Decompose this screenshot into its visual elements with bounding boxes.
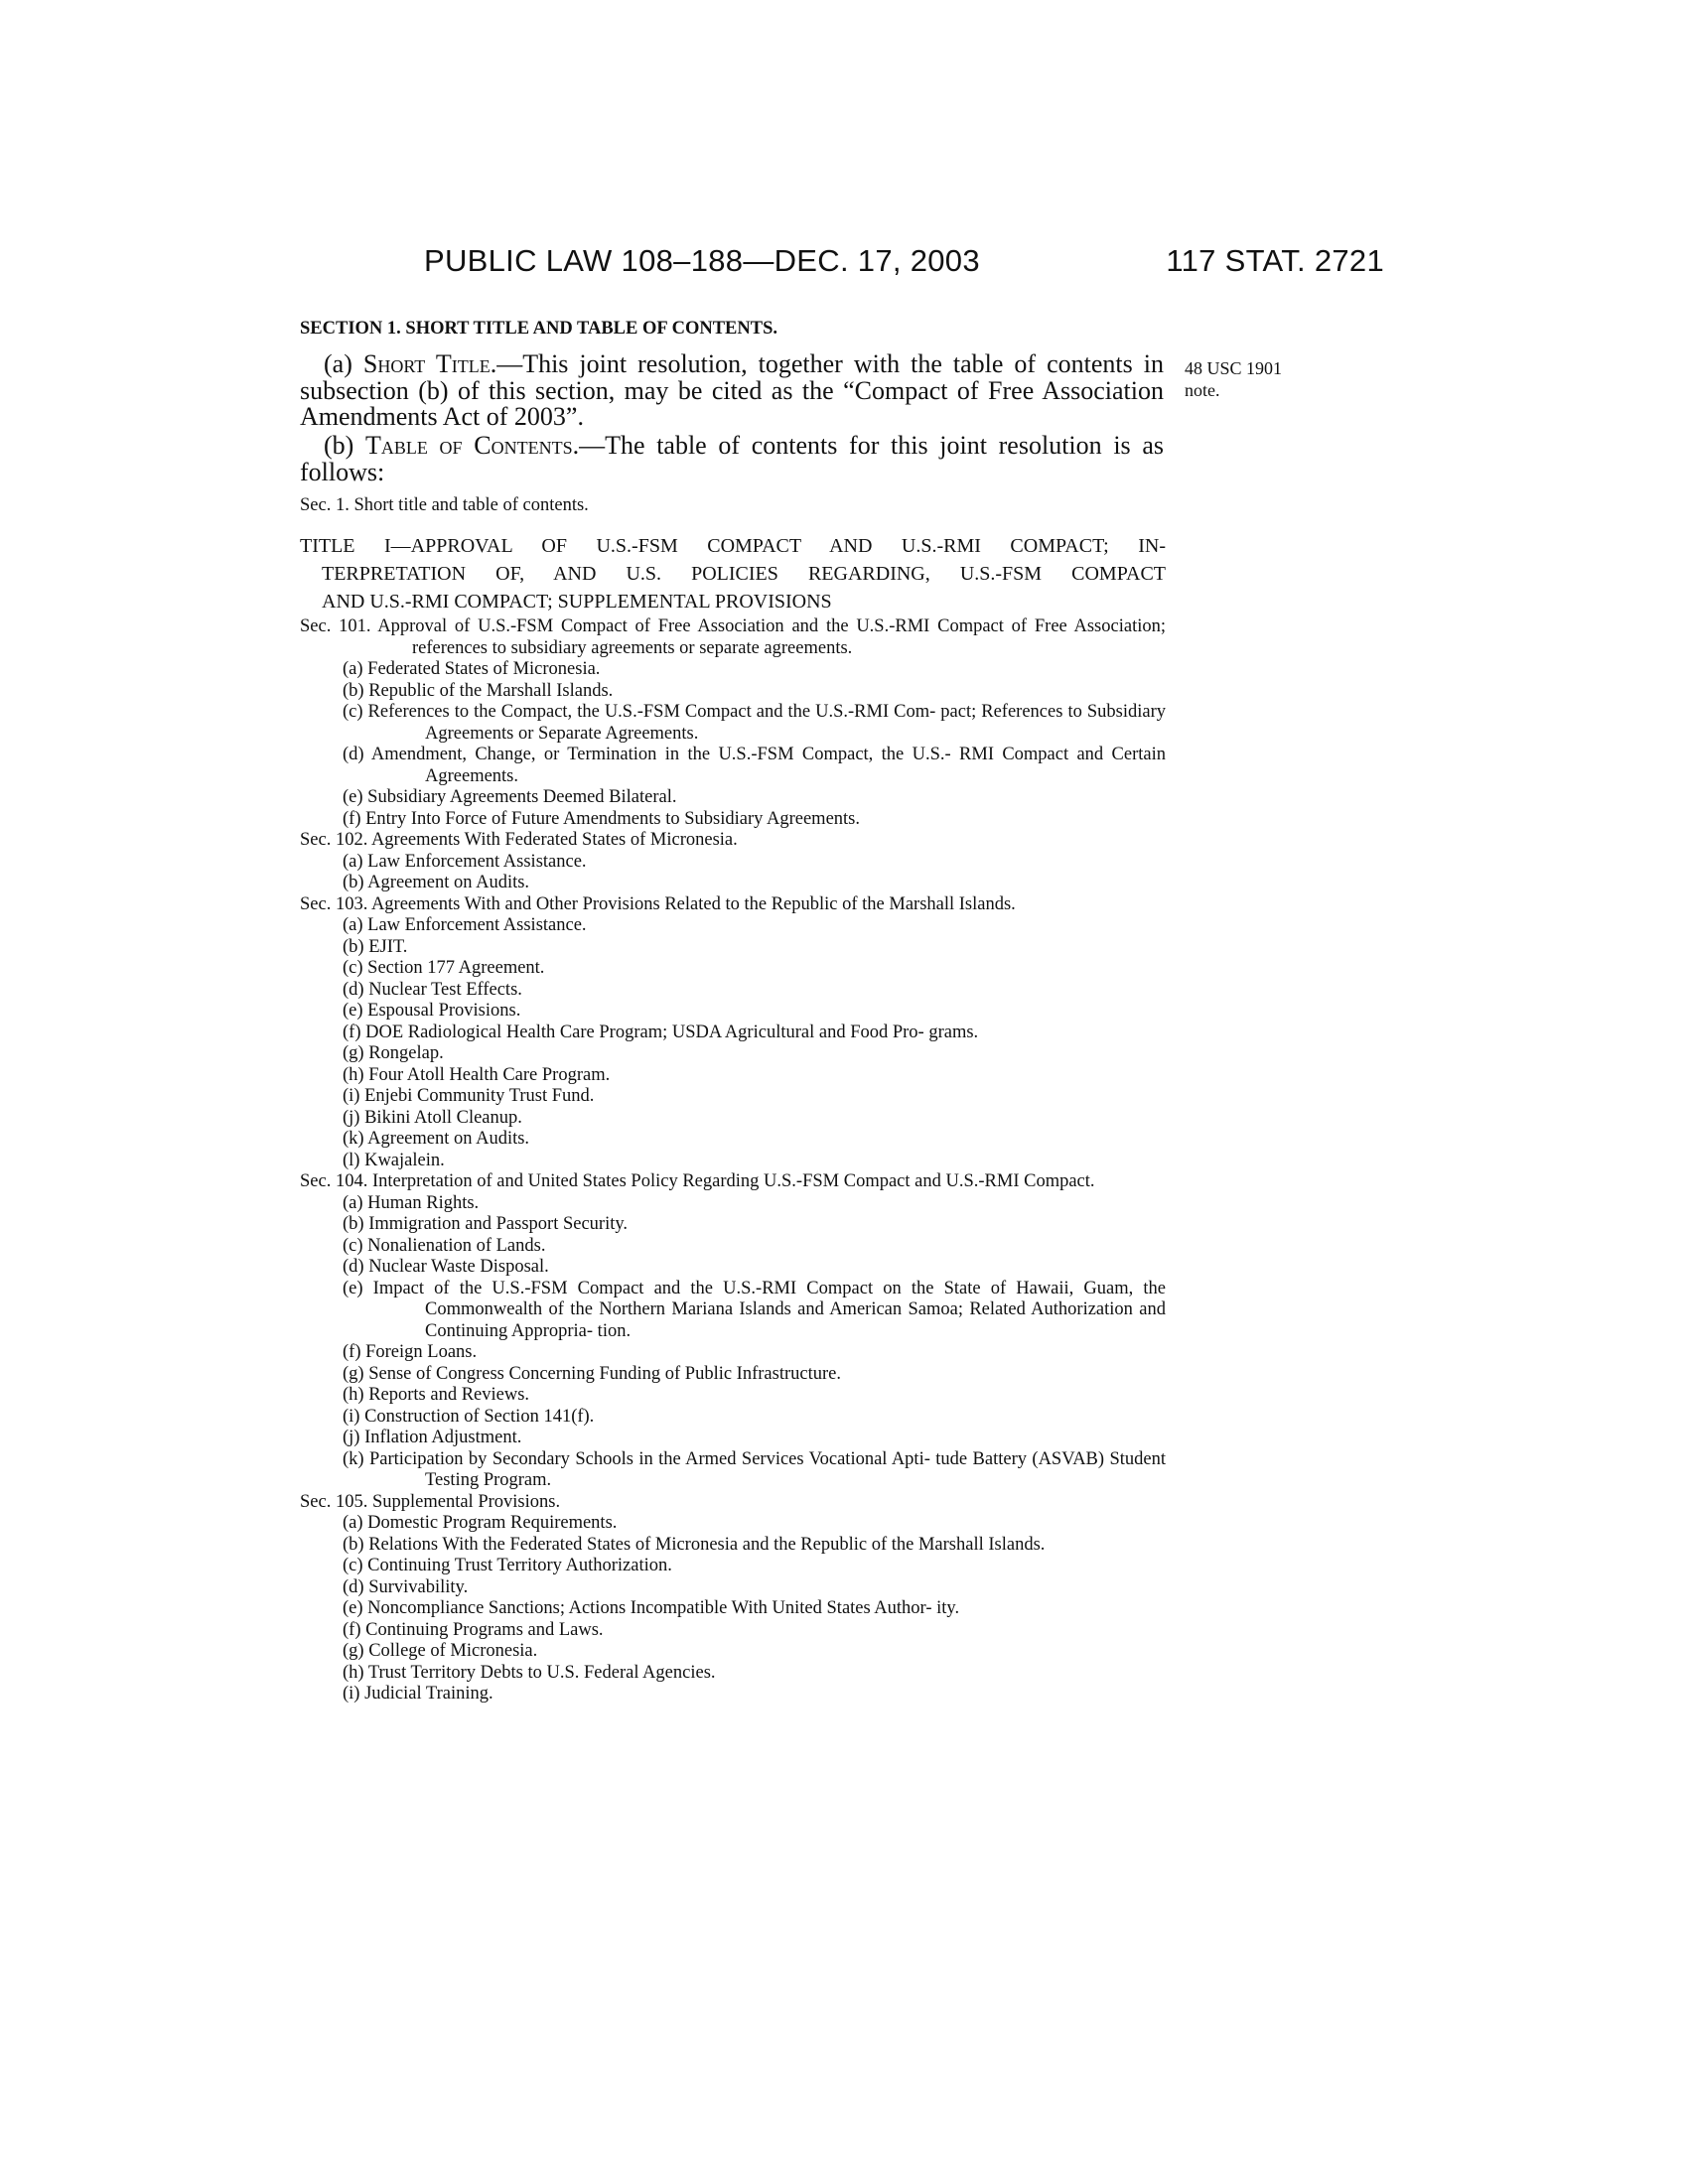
- toc-label: Table of Contents: [365, 431, 573, 460]
- title-i-line3: AND U.S.-RMI COMPACT; SUPPLEMENTAL PROVISIONS: [322, 591, 832, 613]
- short-title-label: Short Title: [362, 349, 491, 378]
- toc-subsection-entry: (c) Nonalienation of Lands.: [343, 1235, 546, 1256]
- table-of-contents-list: [300, 616, 1166, 1706]
- title-i-line1: TITLE I—APPROVAL OF U.S.-FSM COMPACT AND U.S.-RMI COMPACT; IN-: [300, 535, 1166, 557]
- toc-section-entry: Sec. 103. Agreements With and Other Provisions Related to the Republic of the Marshall Islands.: [300, 893, 1016, 914]
- toc-subsection-entry: (b) Agreement on Audits.: [343, 873, 530, 892]
- short-title-label-suffix: .—: [490, 349, 523, 378]
- toc-subsection-entry: (a) Law Enforcement Assistance.: [343, 851, 587, 872]
- toc-subsection-entry: (f) Continuing Programs and Laws.: [343, 1619, 604, 1640]
- toc-subsection-entry: (i) Judicial Training.: [343, 1684, 493, 1704]
- toc-subsection-entry: (h) Four Atoll Health Care Program.: [343, 1064, 611, 1085]
- toc-subsection-entry: (b) Republic of the Marshall Islands.: [343, 680, 614, 701]
- toc-subsection-entry: (a) Human Rights.: [343, 1192, 480, 1213]
- toc-subsection-entry: (i) Enjebi Community Trust Fund.: [343, 1086, 595, 1106]
- toc-subsection-entry: (e) Impact of the U.S.-FSM Compact and the U.S.-RMI Compact on the State of Hawaii, Guam, the Commonwealth of the Northern Mariana Islands and American Samoa; Related Authorization and Continuing Appropria- tion.: [343, 1278, 1166, 1341]
- toc-intro-text: The table of contents for this joint resolution is as follows:: [300, 431, 1164, 486]
- toc-subsection-entry: (a) Federated States of Micronesia.: [343, 659, 601, 679]
- toc-subsection-entry: (b) EJIT.: [343, 936, 408, 957]
- toc-subsection-entry: (g) Sense of Congress Concerning Funding of Public Infrastructure.: [343, 1363, 841, 1384]
- toc-subsection-entry: (f) DOE Radiological Health Care Program; USDA Agricultural and Food Pro- grams.: [343, 1022, 979, 1042]
- running-header: [300, 243, 1384, 287]
- toc-label-prefix: (b): [324, 431, 365, 460]
- toc-subsection-entry: (c) References to the Compact, the U.S.-FSM Compact and the U.S.-RMI Com- pact; References to Subsidiary Agreements or Separate Agreements.: [343, 702, 1166, 744]
- margin-note-line2: note.: [1185, 380, 1220, 400]
- toc-subsection-entry: (d) Nuclear Waste Disposal.: [343, 1257, 549, 1277]
- toc-subsection-entry: (h) Trust Territory Debts to U.S. Federal Agencies.: [343, 1662, 716, 1683]
- short-title-paragraph: [300, 351, 1164, 431]
- margin-note-line1: 48 USC 1901: [1185, 358, 1283, 378]
- toc-subsection-entry: (d) Amendment, Change, or Termination in the U.S.-FSM Compact, the U.S.- RMI Compact and Certain Agreements.: [343, 745, 1166, 786]
- toc-subsection-entry: (i) Construction of Section 141(f).: [343, 1406, 595, 1427]
- header-stat-page: 117 STAT. 2721: [1166, 243, 1384, 278]
- short-title-text: This joint resolution, together with the table of contents in subsection (b) of this section, may be cited as the “Compact of Free Association Amendments Act of 2003”.: [300, 349, 1165, 431]
- toc-subsection-entry: (l) Kwajalein.: [343, 1150, 445, 1170]
- toc-subsection-entry: (c) Continuing Trust Territory Authorization.: [343, 1556, 672, 1575]
- toc-subsection-entry: (e) Noncompliance Sanctions; Actions Incompatible With United States Author- ity.: [343, 1598, 960, 1618]
- section-heading: SECTION 1. SHORT TITLE AND TABLE OF CONTENTS.: [300, 319, 778, 339]
- table-of-contents-paragraph: [300, 433, 1164, 485]
- toc-sec1-entry: Sec. 1. Short title and table of contents.: [300, 495, 589, 515]
- toc-subsection-entry: (j) Inflation Adjustment.: [343, 1428, 522, 1447]
- toc-subsection-entry: (d) Survivability.: [343, 1576, 469, 1597]
- toc-subsection-entry: (e) Espousal Provisions.: [343, 1001, 521, 1021]
- toc-subsection-entry: (b) Relations With the Federated States of Micronesia and the Republic of the Marshall Islands.: [343, 1534, 1046, 1555]
- header-law-date: PUBLIC LAW 108–188—DEC. 17, 2003: [424, 243, 980, 278]
- toc-subsection-entry: (h) Reports and Reviews.: [343, 1385, 530, 1405]
- toc-subsection-entry: (e) Subsidiary Agreements Deemed Bilateral.: [343, 787, 677, 807]
- title-i-heading: [300, 532, 1166, 615]
- toc-subsection-entry: (a) Domestic Program Requirements.: [343, 1513, 618, 1533]
- toc-label-suffix: .—: [572, 431, 606, 460]
- toc-subsection-entry: (f) Entry Into Force of Future Amendments to Subsidiary Agreements.: [343, 808, 860, 829]
- toc-subsection-entry: (a) Law Enforcement Assistance.: [343, 915, 587, 935]
- toc-subsection-entry: (k) Participation by Secondary Schools in the Armed Services Vocational Apti- tude Battery (ASVAB) Student Testing Program.: [343, 1448, 1166, 1490]
- toc-subsection-entry: (g) College of Micronesia.: [343, 1641, 538, 1661]
- toc-subsection-entry: (c) Section 177 Agreement.: [343, 958, 545, 978]
- short-title-label-prefix: (a): [324, 349, 363, 378]
- toc-subsection-entry: (j) Bikini Atoll Cleanup.: [343, 1107, 522, 1128]
- toc-subsection-entry: (d) Nuclear Test Effects.: [343, 979, 522, 1000]
- toc-subsection-entry: (g) Rongelap.: [343, 1043, 444, 1063]
- toc-subsection-entry: (f) Foreign Loans.: [343, 1342, 478, 1362]
- toc-section-entry: Sec. 105. Supplemental Provisions.: [300, 1491, 561, 1512]
- toc-subsection-entry: (k) Agreement on Audits.: [343, 1129, 530, 1149]
- toc-section-entry: Sec. 101. Approval of U.S.-FSM Compact of Free Association and the U.S.-RMI Compact of Free Association; references to subsidiary agreements or separate agreements.: [300, 616, 1166, 658]
- margin-citation-note: [1185, 357, 1282, 401]
- toc-section-entry: Sec. 104. Interpretation of and United States Policy Regarding U.S.-FSM Compact and U.S.-RMI Compact.: [300, 1171, 1095, 1191]
- toc-subsection-entry: (b) Immigration and Passport Security.: [343, 1214, 629, 1234]
- toc-section-entry: Sec. 102. Agreements With Federated States of Micronesia.: [300, 830, 738, 850]
- title-i-line2: TERPRETATION OF, AND U.S. POLICIES REGARDING, U.S.-FSM COMPACT: [322, 563, 1166, 585]
